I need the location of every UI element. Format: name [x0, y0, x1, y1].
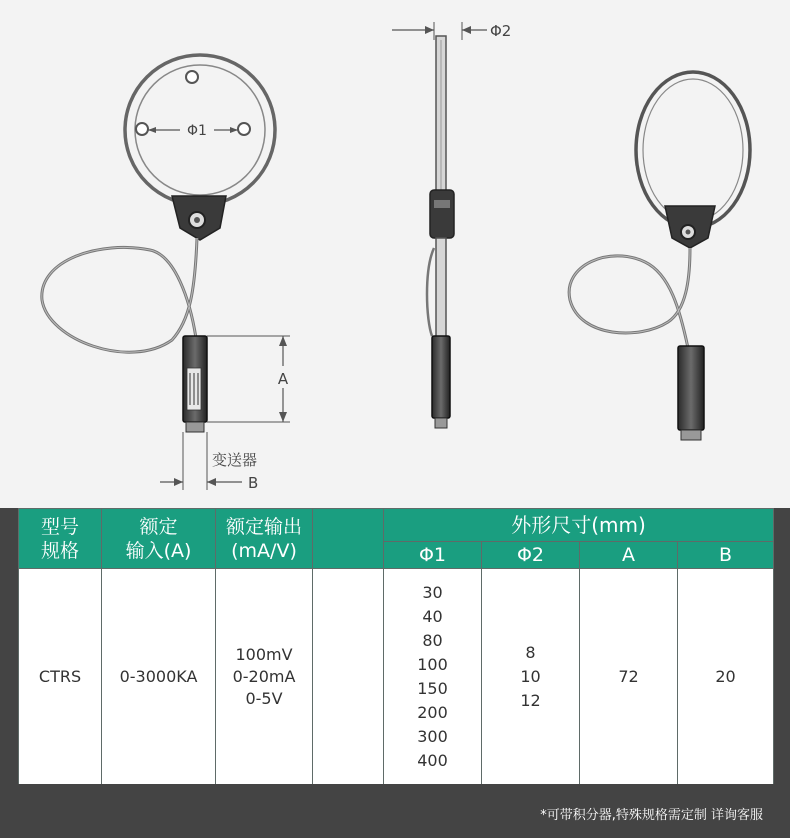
- header-blank: [313, 509, 384, 569]
- phi1-label: Φ1: [187, 123, 207, 139]
- coil-loop: [636, 72, 750, 228]
- b-label: B: [248, 474, 259, 492]
- phi2-label: Φ2: [490, 22, 512, 40]
- cable: [42, 238, 197, 352]
- cell-rated-output: 100mV 0-20mA 0-5V: [216, 569, 313, 785]
- header-rated-output: 额定输出 (mA/V): [216, 509, 313, 569]
- footer-note: *可带积分器,特殊规格需定制 详询客服: [540, 808, 763, 823]
- header-b: B: [678, 542, 774, 569]
- spec-table: [18, 508, 774, 785]
- cell-b: 20: [678, 569, 774, 785]
- header-a: A: [580, 542, 678, 569]
- side-view: [392, 22, 511, 428]
- header-model: 型号 规格: [19, 509, 102, 569]
- transmitter-label: 变送器: [212, 451, 258, 469]
- cell-a: 72: [580, 569, 678, 785]
- header-phi2: Φ2: [482, 542, 580, 569]
- a-label: A: [277, 370, 289, 388]
- transmitter-side: [432, 336, 450, 418]
- transmitter-body: [678, 346, 704, 430]
- right-view: [569, 72, 750, 440]
- cell-rated-input: 0-3000KA: [102, 569, 216, 785]
- mounting-hole: [136, 123, 148, 135]
- cell-phi1: 30 40 80 100 150 200 300 400: [384, 569, 482, 785]
- table-row: [19, 569, 774, 785]
- header-dimensions: 外形尺寸(mm): [384, 509, 774, 542]
- mounting-hole: [186, 71, 198, 83]
- clip-side: [430, 190, 454, 238]
- header-rated-input: 额定 输入(A): [102, 509, 216, 569]
- footer: [0, 784, 790, 838]
- cell-blank: [313, 569, 384, 785]
- cell-phi2: 8 10 12: [482, 569, 580, 785]
- header-row: [19, 509, 774, 542]
- left-view: [42, 55, 294, 492]
- mounting-hole: [238, 123, 250, 135]
- cell-model: CTRS: [19, 569, 102, 785]
- header-phi1: Φ1: [384, 542, 482, 569]
